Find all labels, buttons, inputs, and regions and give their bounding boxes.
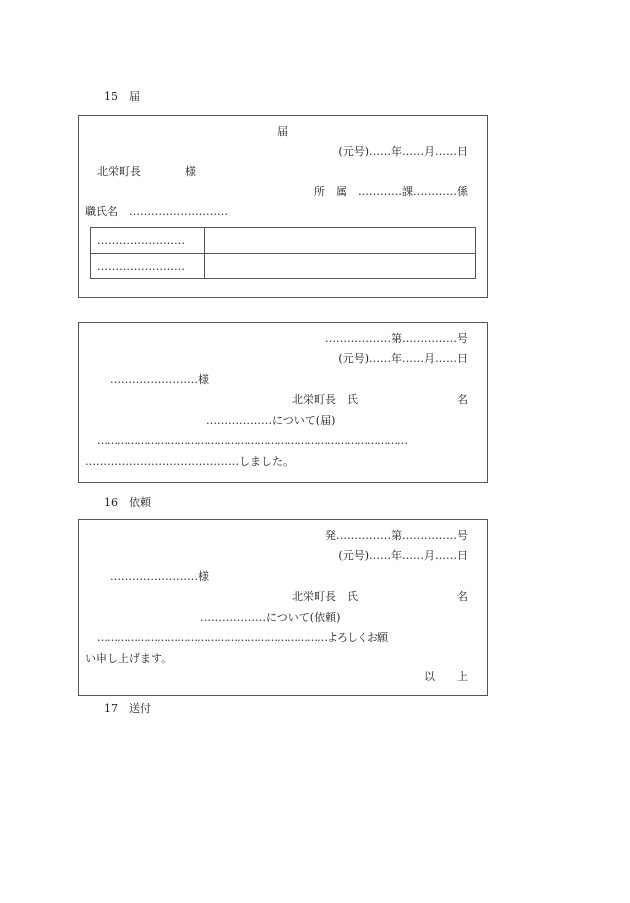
notice-addressee: ……………………様 [110,373,209,386]
notice-body-line2: ……………………………………しました。 [85,455,294,468]
notice-sender: 北栄町長 氏 名 [292,393,468,406]
table-cell-r2c1: …………………… [97,260,185,273]
request-closing: 以 上 [424,670,468,683]
table-col-divider [204,228,205,278]
form-name: 職氏名 ……………………… [85,205,228,218]
notice-body-line1: ………………………………………………………………………………… [97,434,407,447]
notice-subject: ………………について(届) [206,414,336,427]
request-subject: ………………について(依頼) [200,611,341,624]
request-body-line2: い申し上げます。 [85,652,173,665]
form-addressee: 北栄町長 様 [97,165,196,178]
table-row-divider [91,253,475,254]
request-addressee: ……………………様 [110,570,209,583]
section-heading-17: 17 送付 [104,702,151,715]
notice-date: (元号)……年……月……日 [338,352,468,365]
request-date: (元号)……年……月……日 [338,549,468,562]
form-date: (元号)……年……月……日 [338,145,468,158]
request-number: 発……………第……………号 [325,529,468,542]
table-cell-r1c1: …………………… [97,234,185,247]
request-sender: 北栄町長 氏 名 [292,590,468,603]
form-table [90,227,476,279]
request-body-line1: ……………………………………………………………よろしくお願 [97,631,387,644]
form-dept: 所 属 …………課…………係 [314,185,468,198]
notice-number: ………………第……………号 [325,332,468,345]
form-title: 届 [277,125,288,138]
section-heading-15: 15 届 [104,90,140,103]
section-heading-16: 16 依頼 [104,496,151,509]
